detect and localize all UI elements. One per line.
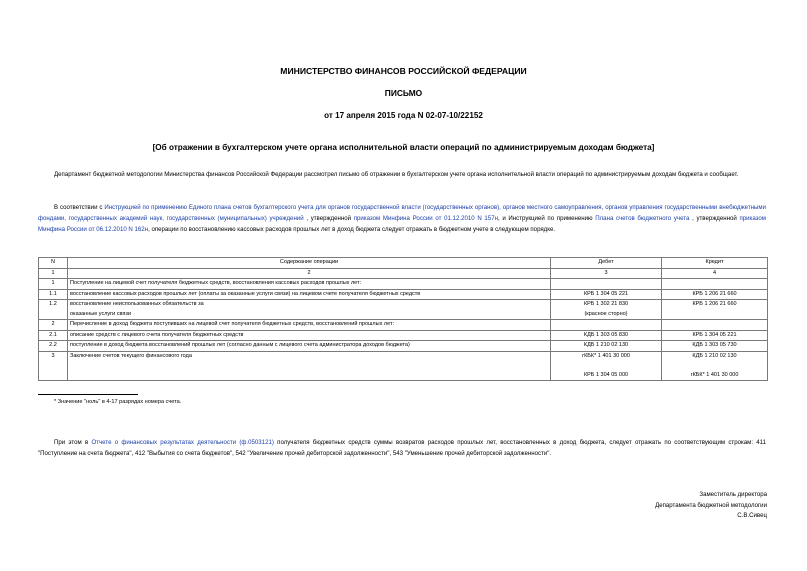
credit-account: КРБ 1 206 21 660 <box>662 300 768 310</box>
operation-description: восстановление кассовых расходов прошлых лет (оплаты за оказанные услуги связи) на лицевом счете получателя бюджетных средств <box>68 289 551 300</box>
operation-description: Заключение счетов текущего финансового года <box>68 351 551 381</box>
signature-position: Заместитель директора <box>699 491 767 498</box>
credit-account: КДБ 1 210 02 130 <box>662 351 768 361</box>
basis-text-5: , операции по восстановлению кассовых расходов прошлых лет в доход бюджета следует отражать в бюджетном учете в следующем порядке. <box>148 226 556 233</box>
form-0503121-link[interactable]: (ф.0503121) <box>239 439 274 446</box>
operation-description: Поступление на лицевой счет получателя бюджетных средств, восстановления кассовых расходов прошлых лет: <box>68 279 551 290</box>
debit-account: (красное сторно) <box>551 310 662 320</box>
document-date-number: от 17 апреля 2015 года N 02-07-10/22152 <box>324 111 483 120</box>
basis-text-2: , утвержденной <box>303 215 354 222</box>
operations-table <box>38 257 768 381</box>
credit-account <box>662 279 768 290</box>
debit-account <box>551 320 662 331</box>
budget-accounts-plan-link[interactable]: Плана счетов бюджетного учета <box>595 215 690 222</box>
basis-paragraph <box>38 202 766 235</box>
debit-account: КРБ 1 304 05 221 <box>551 289 662 300</box>
column-header: Содержание операции <box>68 258 551 269</box>
table-row <box>39 341 768 352</box>
column-header: N <box>39 258 68 269</box>
debit-account: КРБ 1 304 05 000 <box>551 371 662 381</box>
row-number: 2 <box>39 320 68 331</box>
debit-account <box>551 279 662 290</box>
credit-account: КДБ 1 303 05 730 <box>662 341 768 352</box>
instruction-link[interactable]: Инструкцией по применению Единого плана счетов бухгалтерского учета для органов государственной власти (государственных органов), органов местного самоуправления, органов управления государственными внебюджетными фондами, государственных академий наук, государственных (муниципальных) учреждений <box>38 204 766 222</box>
credit-account <box>662 310 768 320</box>
row-number: 2.2 <box>39 341 68 352</box>
table-row <box>39 330 768 341</box>
signature-department: Департамента бюджетной методологии <box>655 502 767 509</box>
order-162n-link[interactable]: приказом Минфина России от 06.12.2010 N 162н <box>38 215 766 233</box>
operation-description: оказанные услуги связи <box>68 310 551 320</box>
signature-name: С.В.Сивец <box>737 512 767 519</box>
table-numbering-row <box>39 268 768 279</box>
credit-account <box>662 320 768 331</box>
row-number: 2.1 <box>39 330 68 341</box>
report-text-3: получателя бюджетных средств суммы возвратов расходов прошлых лет, восстановленных в доход бюджета, следует отражать по соответствующим строкам: 411 "Поступление на счета бюджета", 412 "Выбытия со счета бюджетов", 542 "Увеличение прочей дебиторской задолженности", 543 "Уменьшение прочей дебиторской задолженности". <box>38 439 767 457</box>
column-header: Дебет <box>551 258 662 269</box>
order-157n-link[interactable]: приказом Минфина России от 01.12.2010 N 157н <box>353 215 498 222</box>
table-row <box>39 351 768 361</box>
table-row <box>39 300 768 310</box>
report-text-1: При этом в <box>54 439 92 446</box>
debit-account: КДБ 1 210 02 130 <box>551 341 662 352</box>
credit-account: гКБК* 1 401 30 000 <box>662 371 768 381</box>
debit-account <box>551 361 662 371</box>
credit-account: КРБ 1 206 21 660 <box>662 289 768 300</box>
table-row <box>39 320 768 331</box>
column-number: 3 <box>551 268 662 279</box>
basis-text-1: В соответствии с <box>54 204 105 211</box>
credit-account <box>662 361 768 371</box>
operation-description: поступление в доход бюджета восстановлений прошлых лет (согласно данным с лицевого счета администратора доходов бюджета) <box>68 341 551 352</box>
document-subject: [Об отражении в бухгалтерском учете органа исполнительной власти операций по администрируемым доходам бюджета] <box>152 143 655 152</box>
column-number: 4 <box>662 268 768 279</box>
table-row <box>39 310 768 320</box>
table-row <box>39 279 768 290</box>
credit-account: КРБ 1 304 05 221 <box>662 330 768 341</box>
financial-results-report-link[interactable]: Отчете о финансовых результатах деятельности <box>91 439 237 446</box>
basis-text-4: , утвержденной <box>689 215 740 222</box>
debit-account: КДБ 1 303 05 830 <box>551 330 662 341</box>
row-number: 3 <box>39 351 68 381</box>
row-number: 1 <box>39 279 68 290</box>
report-paragraph <box>38 437 766 459</box>
basis-text-3: , и Инструкцией по применению <box>497 215 596 222</box>
operation-description: Перечисление в доход бюджета поступивших на лицевой счет получателя бюджетных средств, восстановлений прошлых лет: <box>68 320 551 331</box>
operation-description: восстановление неиспользованных обязательств за <box>68 300 551 310</box>
debit-account: гКБК* 1 401 30 000 <box>551 351 662 361</box>
document-type: ПИСЬМО <box>384 88 423 98</box>
footnote-divider <box>38 394 138 395</box>
table-row <box>39 289 768 300</box>
debit-account: КРБ 1 302 21 830 <box>551 300 662 310</box>
column-header: Кредит <box>662 258 768 269</box>
row-number: 1.2 <box>39 300 68 320</box>
operation-description: описание средств с лицевого счета получателя бюджетных средств <box>68 330 551 341</box>
footnote: * Значение "ноль" в 4-17 разрядах номера счета. <box>54 399 182 405</box>
column-number: 2 <box>68 268 551 279</box>
column-number: 1 <box>39 268 68 279</box>
ministry-title: МИНИСТЕРСТВО ФИНАНСОВ РОССИЙСКОЙ ФЕДЕРАЦИИ <box>280 66 527 76</box>
row-number: 1.1 <box>39 289 68 300</box>
table-header-row <box>39 258 768 269</box>
intro-paragraph: Департамент бюджетной методологии Министерства финансов Российской Федерации рассмотрел письмо об отражении в бухгалтерском учете органа исполнительной власти операций по администрируемым доходам бюджета и сообщает. <box>54 171 739 178</box>
